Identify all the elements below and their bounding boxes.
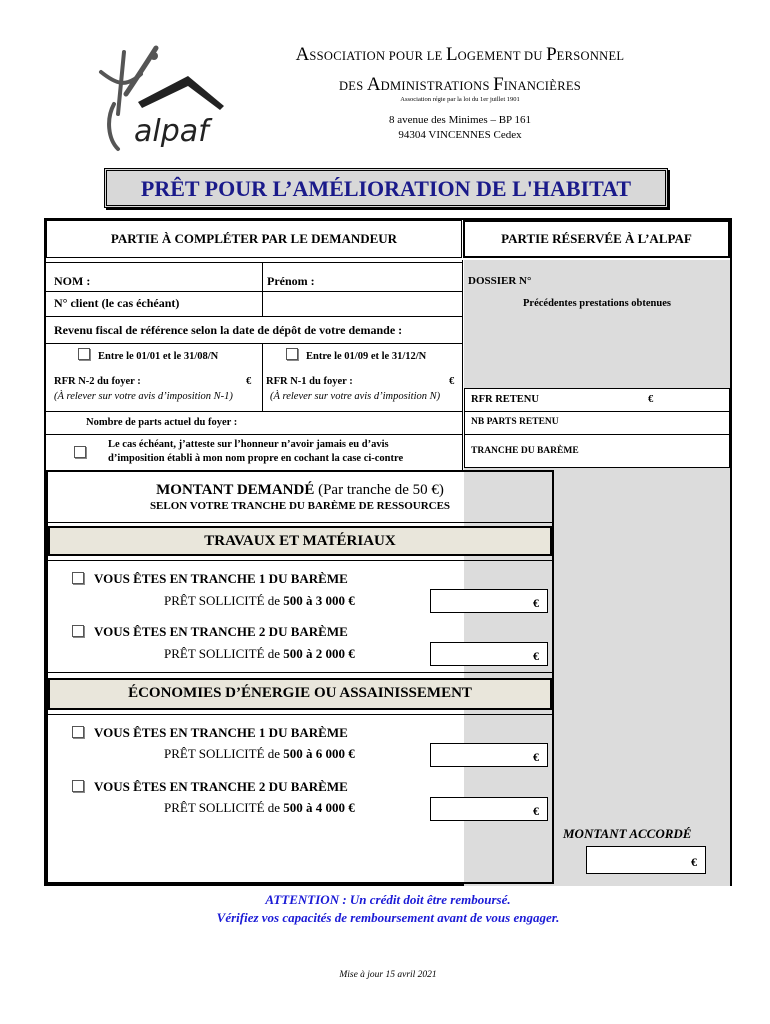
montant-title-bold: MONTANT DEMANDÉ	[156, 482, 315, 498]
logo-text: alpaf	[134, 114, 209, 149]
periode2-checkbox[interactable]	[286, 348, 298, 360]
rfr2-euro: €	[449, 376, 455, 387]
eco-t1-pret	[164, 746, 355, 762]
org-line2-initial: A	[366, 74, 381, 95]
revenu-label: Revenu fiscal de référence selon la date de dépôt de votre demande :	[54, 323, 403, 337]
rfr-retenu-euro: €	[648, 394, 654, 405]
org-name-line2	[250, 74, 670, 96]
tranche-label: TRANCHE DU BARÈME	[471, 446, 579, 456]
montant-subtitle: SELON VOTRE TRANCHE DU BARÈME DE RESSOURCES	[149, 500, 451, 512]
nom-label: NOM :	[54, 274, 91, 288]
rfr1-note: (À relever sur votre avis d’imposition N-1)	[54, 391, 233, 402]
rfr1-label: RFR N-2 du foyer :	[54, 376, 141, 387]
travaux-t2-label: VOUS ÊTES EN TRANCHE 2 DU BARÈME	[94, 624, 348, 639]
org-line1-word: ERSONNEL	[556, 49, 625, 63]
org-line1-initial: A	[295, 44, 310, 65]
travaux-t1-label: VOUS ÊTES EN TRANCHE 1 DU BARÈME	[94, 571, 348, 586]
periode1-checkbox[interactable]	[78, 348, 90, 360]
dossier-label: DOSSIER N°	[468, 275, 532, 287]
org-line2-initial: F	[493, 74, 504, 95]
travaux-t1-pret-text: PRÊT SOLLICITÉ de	[164, 593, 284, 608]
rfr1-euro: €	[246, 376, 252, 387]
org-line2-word: DES	[338, 79, 367, 93]
org-regime: Association régie par la loi du 1er juillet 1901	[400, 96, 520, 103]
attest-line1: Le cas échéant, j’atteste sur l’honneur n’avoir jamais eu d’avis	[108, 439, 389, 450]
euro-sign: €	[533, 804, 539, 818]
nom-field[interactable]	[100, 266, 258, 288]
periode2-label: Entre le 01/09 et le 31/12/N	[306, 351, 427, 362]
travaux-t2-range: 500 à 2 000 €	[283, 646, 355, 661]
eco-t2-checkbox[interactable]	[72, 780, 84, 792]
eco-t2-label: VOUS ÊTES EN TRANCHE 2 DU BARÈME	[94, 779, 348, 794]
eco-t2-pret	[164, 800, 355, 816]
org-address-1: 8 avenue des Minimes – BP 161	[389, 114, 531, 126]
attest-checkbox[interactable]	[74, 446, 86, 458]
travaux-t1-amount[interactable]	[430, 589, 548, 613]
rfr2-label: RFR N-1 du foyer :	[266, 376, 353, 387]
euro-sign: €	[533, 649, 539, 663]
rfr-retenu-label: RFR RETENU	[471, 394, 539, 405]
precedentes-label: Précédentes prestations obtenues	[523, 298, 671, 309]
attention-line2: Vérifiez vos capacités de remboursement avant de vous engager.	[216, 910, 560, 925]
org-line1-word: OGEMENT DU	[457, 49, 547, 63]
org-address-2: 94304 VINCENNES Cedex	[398, 129, 522, 141]
nb-parts-label: NB PARTS RETENU	[471, 417, 559, 427]
title-box	[104, 168, 668, 208]
travaux-title: TRAVAUX ET MATÉRIAUX	[204, 533, 396, 549]
client-field[interactable]	[266, 294, 458, 314]
org-line1-initial: L	[446, 44, 458, 65]
prenom-label: Prénom :	[267, 274, 315, 288]
rfr1-field[interactable]	[155, 372, 243, 388]
economies-title: ÉCONOMIES D’ÉNERGIE OU ASSAINISSEMENT	[128, 685, 472, 701]
org-line2-word: INANCIÈRES	[503, 79, 582, 93]
eco-t2-range: 500 à 4 000 €	[283, 800, 355, 815]
travaux-t2-checkbox[interactable]	[72, 625, 84, 637]
eco-t2-amount[interactable]	[430, 797, 548, 821]
travaux-t2-amount[interactable]	[430, 642, 548, 666]
attest-line2: d’imposition établi à mon nom propre en cochant la case ci-contre	[108, 453, 404, 464]
periode1-label: Entre le 01/01 et le 31/08/N	[98, 351, 219, 362]
euro-sign: €	[533, 750, 539, 764]
org-name-line1	[250, 44, 670, 66]
euro-sign: €	[691, 855, 697, 869]
travaux-t2-pret-text: PRÊT SOLLICITÉ de	[164, 646, 284, 661]
montant-title	[46, 482, 554, 499]
attention-line1: ATTENTION : Un crédit doit être remboursé.	[265, 892, 511, 907]
montant-accorde-field[interactable]	[586, 846, 706, 874]
parts-field[interactable]	[262, 414, 458, 432]
eco-t1-checkbox[interactable]	[72, 726, 84, 738]
org-line1-initial: P	[546, 44, 557, 65]
travaux-t1-pret	[164, 593, 355, 609]
parts-label: Nombre de parts actuel du foyer :	[86, 417, 238, 428]
eco-t1-pret-text: PRÊT SOLLICITÉ de	[164, 746, 284, 761]
eco-t1-label: VOUS ÊTES EN TRANCHE 1 DU BARÈME	[94, 725, 348, 740]
alpaf-logo	[96, 44, 226, 154]
client-label: N° client (le cas échéant)	[54, 296, 180, 310]
travaux-t1-checkbox[interactable]	[72, 572, 84, 584]
rfr2-note: (À relever sur votre avis d’imposition N)	[270, 391, 441, 402]
org-line2-word: DMINISTRATIONS	[380, 79, 494, 93]
org-line1-word: SSOCIATION POUR LE	[309, 49, 446, 63]
update-date: Mise à jour 15 avril 2021	[339, 970, 437, 980]
eco-t1-range: 500 à 6 000 €	[283, 746, 355, 761]
prenom-field[interactable]	[320, 266, 458, 288]
left-header: PARTIE À COMPLÉTER PAR LE DEMANDEUR	[110, 231, 398, 246]
montant-accorde-label: MONTANT ACCORDÉ	[563, 826, 692, 841]
travaux-t1-range: 500 à 3 000 €	[283, 593, 355, 608]
page-title: PRÊT POUR L’AMÉLIORATION DE L'HABITAT	[140, 176, 632, 201]
eco-t1-amount[interactable]	[430, 743, 548, 767]
euro-sign: €	[533, 596, 539, 610]
rfr2-field[interactable]	[365, 372, 445, 388]
montant-title-normal: (Par tranche de 50 €)	[314, 482, 444, 498]
right-header: PARTIE RÉSERVÉE À L’ALPAF	[501, 231, 692, 246]
travaux-t2-pret	[164, 646, 355, 662]
eco-t2-pret-text: PRÊT SOLLICITÉ de	[164, 800, 284, 815]
